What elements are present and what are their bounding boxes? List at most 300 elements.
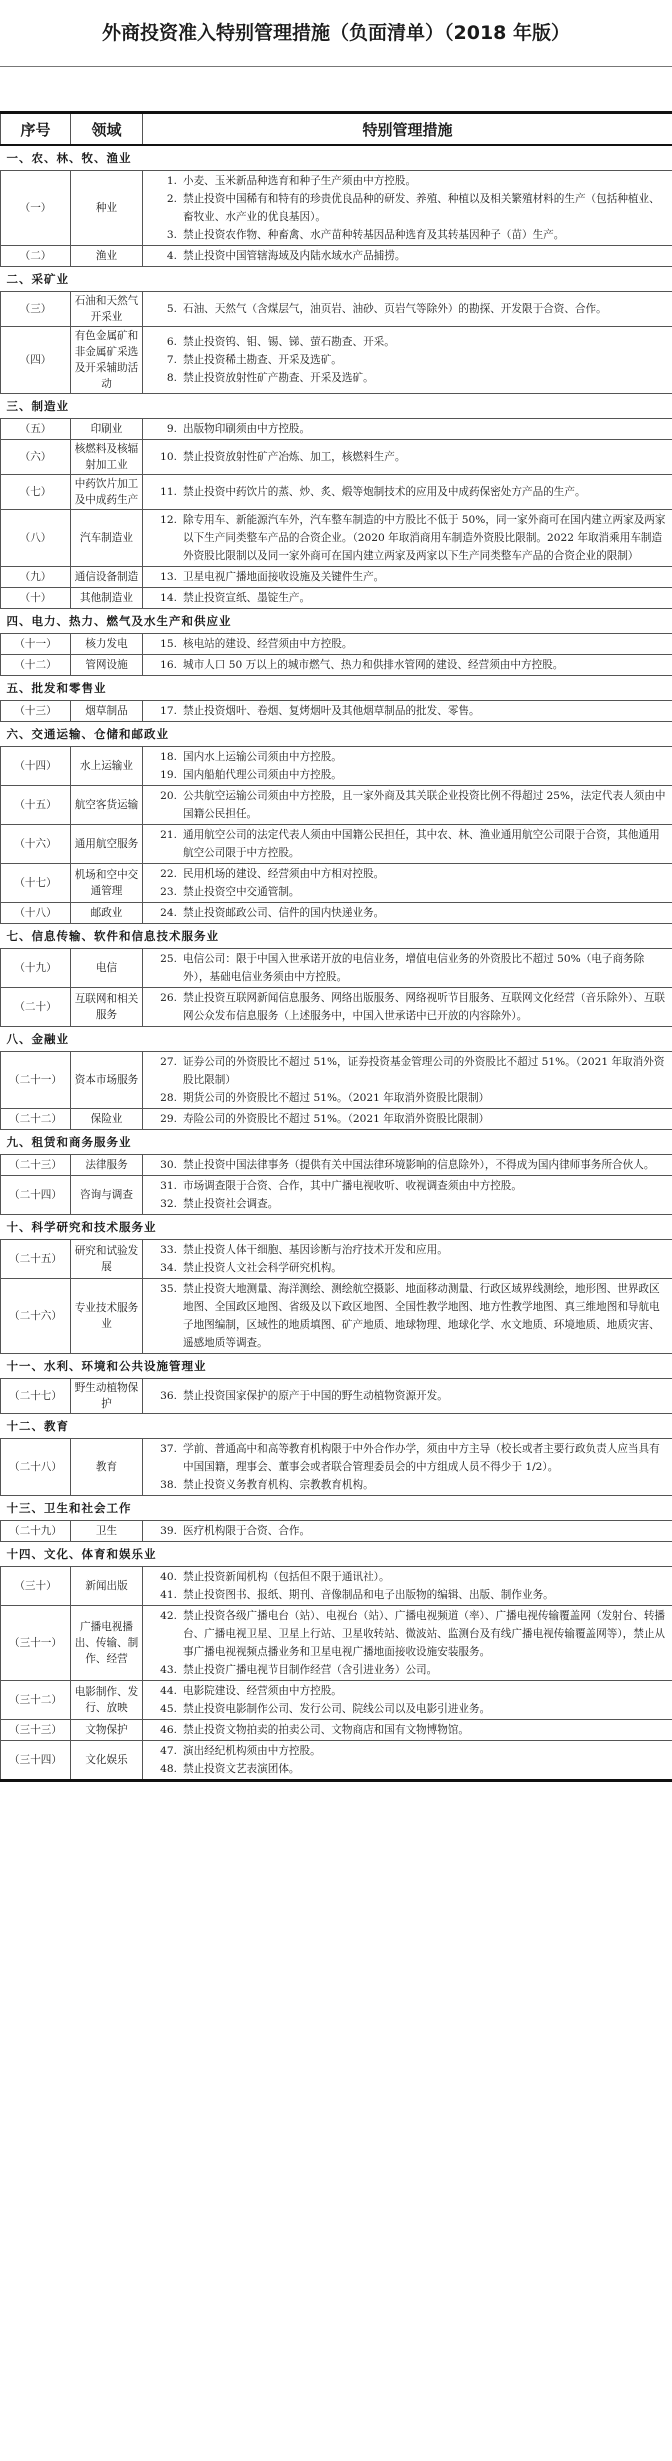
measure-item xyxy=(147,702,668,720)
row-measures xyxy=(143,1439,672,1496)
table-row xyxy=(1,1741,672,1781)
measure-item xyxy=(147,511,668,565)
row-measures xyxy=(143,1567,672,1606)
measure-number: 14. xyxy=(160,592,177,604)
section-row xyxy=(1,1130,672,1155)
table-row xyxy=(1,1379,672,1414)
section-title: 二、采矿业 xyxy=(1,267,672,292)
row-measures xyxy=(143,292,672,327)
measure-text: 除专用车、新能源汽车外，汽车整车制造的中方股比不低于 50%，同一家外商可在国内建立两家及两家以下生产同类整车产品的合资企业。（2020 年取消商用车制造外资股比限制。2022 年取消乘用车制造外资股比限制以及同一家外商可在国内建立两家及两家以下生产同类整车产品的合资企业的限制） xyxy=(183,514,666,562)
row-measures xyxy=(143,1279,672,1354)
row-measures xyxy=(143,949,672,988)
row-number: （二十五） xyxy=(1,1240,71,1279)
measure-item xyxy=(147,1195,668,1213)
measure-text: 学前、普通高中和高等教育机构限于中外合作办学，须由中方主导（校长或者主要行政负责人应当具有中国国籍，理事会、董事会或者联合管理委员会的中方组成人员不得少于 1/2）。 xyxy=(183,1443,660,1473)
measure-text: 禁止投资农作物、种畜禽、水产苗种转基因品种选育及其转基因种子（苗）生产。 xyxy=(183,229,565,241)
row-number: （五） xyxy=(1,419,71,440)
document-title: 外商投资准入特别管理措施（负面清单）（2018 年版） xyxy=(0,0,672,67)
measure-number: 9. xyxy=(166,423,177,435)
row-measures xyxy=(143,1741,672,1781)
section-row xyxy=(1,1496,672,1521)
measure-item xyxy=(147,748,668,766)
measure-text: 期货公司的外资股比不超过 51%。（2021 年取消外资股比限制） xyxy=(183,1092,490,1104)
section-row xyxy=(1,1027,672,1052)
table-row xyxy=(1,419,672,440)
row-field: 文化娱乐 xyxy=(71,1741,143,1781)
measure-text: 禁止投资电影制作公司、发行公司、院线公司以及电影引进业务。 xyxy=(183,1703,491,1715)
title-spacer xyxy=(0,67,672,111)
row-number: （七） xyxy=(1,475,71,510)
measure-item xyxy=(147,1156,668,1174)
measure-number: 12. xyxy=(160,514,177,526)
row-number: （三十三） xyxy=(1,1720,71,1741)
row-number: （十） xyxy=(1,588,71,609)
measure-number: 48. xyxy=(160,1763,177,1775)
measure-item xyxy=(147,1700,668,1718)
row-field: 研究和试验发展 xyxy=(71,1240,143,1279)
measure-number: 44. xyxy=(160,1685,177,1697)
row-measures xyxy=(143,1109,672,1130)
measure-text: 禁止投资空中交通管制。 xyxy=(183,886,300,898)
measure-item xyxy=(147,989,668,1025)
row-number: （三十） xyxy=(1,1567,71,1606)
row-field: 新闻出版 xyxy=(71,1567,143,1606)
row-measures xyxy=(143,701,672,722)
measure-text: 禁止投资社会调查。 xyxy=(183,1198,279,1210)
table-row xyxy=(1,1681,672,1720)
row-number: （十八） xyxy=(1,903,71,924)
measure-item xyxy=(147,1089,668,1107)
measure-number: 16. xyxy=(160,659,177,671)
row-measures xyxy=(143,1606,672,1681)
measure-text: 电信公司：限于中国入世承诺开放的电信业务，增值电信业务的外资股比不超过 50%（电子商务除外），基础电信业务须由中方控股。 xyxy=(183,953,645,983)
row-number: （六） xyxy=(1,440,71,475)
table-row xyxy=(1,1279,672,1354)
measure-number: 35. xyxy=(160,1283,177,1295)
table-row xyxy=(1,1109,672,1130)
row-number: （二十一） xyxy=(1,1052,71,1109)
row-number: （十二） xyxy=(1,655,71,676)
table-row xyxy=(1,1439,672,1496)
measure-text: 禁止投资大地测量、海洋测绘、测绘航空摄影、地面移动测量、行政区域界线测绘，地形图、世界政区地图、全国政区地图、省级及以下政区地图、全国性教学地图、地方性教学地图、真三维地图和导航电子地图编制，区域性的地质填图、矿产地质、地球物理、地球化学、水文地质、环境地质、地质灾害、遥感地质等调查。 xyxy=(183,1283,660,1349)
measure-text: 演出经纪机构须由中方控股。 xyxy=(183,1745,321,1757)
header-no: 序号 xyxy=(1,113,71,146)
measure-text: 禁止投资中国稀有和特有的珍贵优良品种的研发、养殖、种植以及相关繁殖材料的生产（包括种植业、畜牧业、水产业的优良基因）。 xyxy=(183,193,660,223)
measure-text: 禁止投资邮政公司、信件的国内快递业务。 xyxy=(183,907,385,919)
section-row xyxy=(1,1354,672,1379)
measure-item xyxy=(147,190,668,226)
measure-number: 10. xyxy=(160,451,177,463)
row-measures xyxy=(143,786,672,825)
row-number: （二十八） xyxy=(1,1439,71,1496)
measure-text: 禁止投资人体干细胞、基因诊断与治疗技术开发和应用。 xyxy=(183,1244,448,1256)
section-row xyxy=(1,722,672,747)
row-field: 邮政业 xyxy=(71,903,143,924)
table-row xyxy=(1,825,672,864)
section-title: 十一、水利、环境和公共设施管理业 xyxy=(1,1354,672,1379)
measure-text: 禁止投资文艺表演团体。 xyxy=(183,1763,300,1775)
measure-item xyxy=(147,1476,668,1494)
section-row xyxy=(1,676,672,701)
row-field: 广播电视播出、传输、制作、经营 xyxy=(71,1606,143,1681)
measure-item xyxy=(147,1110,668,1128)
measure-item xyxy=(147,300,668,318)
section-title: 四、电力、热力、燃气及水生产和供应业 xyxy=(1,609,672,634)
measure-text: 禁止投资放射性矿产勘查、开采及选矿。 xyxy=(183,372,374,384)
row-number: （十七） xyxy=(1,864,71,903)
row-number: （十九） xyxy=(1,949,71,988)
measure-number: 11. xyxy=(160,486,177,498)
measure-item xyxy=(147,1387,668,1405)
measure-text: 禁止投资国家保护的原产于中国的野生动植物资源开发。 xyxy=(183,1390,448,1402)
measure-text: 禁止投资烟叶、卷烟、复烤烟叶及其他烟草制品的批发、零售。 xyxy=(183,705,480,717)
measure-item xyxy=(147,483,668,501)
measure-item xyxy=(147,1607,668,1661)
row-field: 通用航空服务 xyxy=(71,825,143,864)
row-measures xyxy=(143,864,672,903)
row-number: （二十九） xyxy=(1,1521,71,1542)
measure-item xyxy=(147,172,668,190)
row-measures xyxy=(143,1681,672,1720)
measure-item xyxy=(147,826,668,862)
section-title: 五、批发和零售业 xyxy=(1,676,672,701)
measure-number: 15. xyxy=(160,638,177,650)
row-number: （二） xyxy=(1,246,71,267)
row-field: 电影制作、发行、放映 xyxy=(71,1681,143,1720)
row-field: 种业 xyxy=(71,171,143,246)
measure-item xyxy=(147,1053,668,1089)
measure-text: 通用航空公司的法定代表人须由中国籍公民担任，其中农、林、渔业通用航空公司限于合资，其他通用航空公司限于中方控股。 xyxy=(183,829,660,859)
measure-text: 出版物印刷须由中方控股。 xyxy=(183,423,311,435)
measure-number: 30. xyxy=(160,1159,177,1171)
section-title: 八、金融业 xyxy=(1,1027,672,1052)
row-measures xyxy=(143,246,672,267)
table-row xyxy=(1,1521,672,1542)
table-row xyxy=(1,1176,672,1215)
header-field: 领域 xyxy=(71,113,143,146)
measure-text: 禁止投资广播电视节目制作经营（含引进业务）公司。 xyxy=(183,1664,438,1676)
table-row xyxy=(1,475,672,510)
measure-number: 18. xyxy=(160,751,177,763)
row-field: 有色金属矿和非金属矿采选及开采辅助活动 xyxy=(71,327,143,394)
measure-number: 42. xyxy=(160,1610,177,1622)
measure-item xyxy=(147,1440,668,1476)
row-number: （二十） xyxy=(1,988,71,1027)
row-number: （二十三） xyxy=(1,1155,71,1176)
measure-text: 公共航空运输公司须由中方控股，且一家外商及其关联企业投资比例不得超过 25%，法定代表人须由中国籍公民担任。 xyxy=(183,790,666,820)
measure-item xyxy=(147,1661,668,1679)
table-row xyxy=(1,949,672,988)
measure-item xyxy=(147,1280,668,1352)
measure-number: 25. xyxy=(160,953,177,965)
measure-number: 38. xyxy=(160,1479,177,1491)
row-field: 电信 xyxy=(71,949,143,988)
measure-number: 8. xyxy=(166,372,177,384)
row-field: 核力发电 xyxy=(71,634,143,655)
measure-number: 43. xyxy=(160,1664,177,1676)
row-field: 机场和空中交通管理 xyxy=(71,864,143,903)
negative-list-table xyxy=(0,111,672,1782)
row-measures xyxy=(143,1720,672,1741)
measure-item xyxy=(147,226,668,244)
row-measures xyxy=(143,988,672,1027)
row-field: 文物保护 xyxy=(71,1720,143,1741)
section-row xyxy=(1,267,672,292)
measure-item xyxy=(147,247,668,265)
measure-number: 17. xyxy=(160,705,177,717)
row-measures xyxy=(143,634,672,655)
measure-number: 19. xyxy=(160,769,177,781)
measure-number: 1. xyxy=(166,175,177,187)
measure-number: 40. xyxy=(160,1571,177,1583)
table-row xyxy=(1,292,672,327)
row-number: （三十二） xyxy=(1,1681,71,1720)
section-row xyxy=(1,145,672,171)
table-row xyxy=(1,701,672,722)
section-row xyxy=(1,924,672,949)
measure-number: 22. xyxy=(160,868,177,880)
section-row xyxy=(1,1542,672,1567)
measure-text: 禁止投资中药饮片的蒸、炒、炙、煅等炮制技术的应用及中成药保密处方产品的生产。 xyxy=(183,486,586,498)
table-row xyxy=(1,588,672,609)
row-field: 专业技术服务业 xyxy=(71,1279,143,1354)
measure-item xyxy=(147,904,668,922)
row-measures xyxy=(143,567,672,588)
table-row xyxy=(1,1052,672,1109)
row-field: 教育 xyxy=(71,1439,143,1496)
row-number: （三十一） xyxy=(1,1606,71,1681)
measure-number: 41. xyxy=(160,1589,177,1601)
measure-text: 市场调查限于合资、合作，其中广播电视收听、收视调查须由中方控股。 xyxy=(183,1180,522,1192)
measure-text: 电影院建设、经营须由中方控股。 xyxy=(183,1685,342,1697)
section-row xyxy=(1,1414,672,1439)
measure-text: 禁止投资宣纸、墨锭生产。 xyxy=(183,592,311,604)
row-number: （一） xyxy=(1,171,71,246)
measure-number: 34. xyxy=(160,1262,177,1274)
table-row xyxy=(1,1720,672,1741)
measure-item xyxy=(147,351,668,369)
measure-item xyxy=(147,568,668,586)
measure-number: 7. xyxy=(166,354,177,366)
measure-number: 6. xyxy=(166,336,177,348)
measure-text: 禁止投资放射性矿产冶炼、加工，核燃料生产。 xyxy=(183,451,406,463)
row-field: 其他制造业 xyxy=(71,588,143,609)
row-field: 渔业 xyxy=(71,246,143,267)
measure-text: 禁止投资文物拍卖的拍卖公司、文物商店和国有文物博物馆。 xyxy=(183,1724,470,1736)
measure-text: 证券公司的外资股比不超过 51%，证券投资基金管理公司的外资股比不超过 51%。（2021 年取消外资股比限制） xyxy=(183,1056,665,1086)
measure-item xyxy=(147,1586,668,1604)
measure-text: 禁止投资各级广播电台（站）、电视台（站）、广播电视频道（率）、广播电视传输覆盖网（发射台、转播台、广播电视卫星、卫星上行站、卫星收转站、微波站、监测台及有线广播电视传输覆盖网等），禁止从事广播电视视频点播业务和卫星电视广播地面接收设施安装服务。 xyxy=(183,1610,666,1658)
row-measures xyxy=(143,171,672,246)
measure-text: 禁止投资义务教育机构、宗教教育机构。 xyxy=(183,1479,374,1491)
measure-number: 5. xyxy=(166,303,177,315)
measure-number: 36. xyxy=(160,1390,177,1402)
row-field: 管网设施 xyxy=(71,655,143,676)
table-row xyxy=(1,988,672,1027)
section-title: 十三、卫生和社会工作 xyxy=(1,1496,672,1521)
measure-text: 禁止投资中国管辖海域及内陆水域水产品捕捞。 xyxy=(183,250,406,262)
row-field: 法律服务 xyxy=(71,1155,143,1176)
row-number: （二十七） xyxy=(1,1379,71,1414)
table-row xyxy=(1,864,672,903)
measure-item xyxy=(147,420,668,438)
measure-text: 小麦、玉米新品种选育和种子生产须由中方控股。 xyxy=(183,175,417,187)
measure-number: 45. xyxy=(160,1703,177,1715)
measure-number: 2. xyxy=(166,193,177,205)
row-number: （十一） xyxy=(1,634,71,655)
row-number: （九） xyxy=(1,567,71,588)
measure-number: 29. xyxy=(160,1113,177,1125)
row-measures xyxy=(143,510,672,567)
measure-item xyxy=(147,589,668,607)
measure-text: 禁止投资中国法律事务（提供有关中国法律环境影响的信息除外），不得成为国内律师事务所合伙人。 xyxy=(183,1159,655,1171)
table-row xyxy=(1,171,672,246)
measure-item xyxy=(147,766,668,784)
table-row xyxy=(1,246,672,267)
measure-text: 寿险公司的外资股比不超过 51%。（2021 年取消外资股比限制） xyxy=(183,1113,490,1125)
table-body xyxy=(1,145,672,1781)
row-measures xyxy=(143,440,672,475)
row-measures xyxy=(143,747,672,786)
section-row xyxy=(1,394,672,419)
row-number: （二十四） xyxy=(1,1176,71,1215)
row-field: 印刷业 xyxy=(71,419,143,440)
table-row xyxy=(1,1606,672,1681)
measure-text: 卫星电视广播地面接收设施及关键件生产。 xyxy=(183,571,385,583)
measure-text: 禁止投资钨、钼、锡、锑、萤石勘查、开采。 xyxy=(183,336,395,348)
measure-number: 26. xyxy=(160,992,177,1004)
measure-item xyxy=(147,333,668,351)
row-number: （十五） xyxy=(1,786,71,825)
section-title: 三、制造业 xyxy=(1,394,672,419)
table-row xyxy=(1,440,672,475)
row-field: 汽车制造业 xyxy=(71,510,143,567)
row-measures xyxy=(143,1379,672,1414)
row-field: 水上运输业 xyxy=(71,747,143,786)
row-measures xyxy=(143,475,672,510)
measure-text: 医疗机构限于合资、合作。 xyxy=(183,1525,311,1537)
section-row xyxy=(1,609,672,634)
table-row xyxy=(1,567,672,588)
measure-item xyxy=(147,1568,668,1586)
row-number: （八） xyxy=(1,510,71,567)
measure-number: 27. xyxy=(160,1056,177,1068)
row-field: 野生动植物保护 xyxy=(71,1379,143,1414)
measure-item xyxy=(147,635,668,653)
table-row xyxy=(1,327,672,394)
row-number: （十三） xyxy=(1,701,71,722)
table-row xyxy=(1,1567,672,1606)
row-field: 通信设备制造 xyxy=(71,567,143,588)
measure-text: 城市人口 50 万以上的城市燃气、热力和供排水管网的建设、经营须由中方控股。 xyxy=(183,659,564,671)
measure-number: 46. xyxy=(160,1724,177,1736)
row-field: 烟草制品 xyxy=(71,701,143,722)
measure-item xyxy=(147,1742,668,1760)
measure-number: 23. xyxy=(160,886,177,898)
table-row xyxy=(1,655,672,676)
row-field: 咨询与调查 xyxy=(71,1176,143,1215)
measure-text: 禁止投资图书、报纸、期刊、音像制品和电子出版物的编辑、出版、制作业务。 xyxy=(183,1589,554,1601)
table-row xyxy=(1,634,672,655)
row-measures xyxy=(143,588,672,609)
row-field: 互联网和相关服务 xyxy=(71,988,143,1027)
row-measures xyxy=(143,327,672,394)
section-title: 九、租赁和商务服务业 xyxy=(1,1130,672,1155)
row-measures xyxy=(143,1176,672,1215)
measure-number: 21. xyxy=(160,829,177,841)
measure-item xyxy=(147,1177,668,1195)
measure-item xyxy=(147,1259,668,1277)
row-measures xyxy=(143,1521,672,1542)
section-title: 七、信息传输、软件和信息技术服务业 xyxy=(1,924,672,949)
measure-number: 28. xyxy=(160,1092,177,1104)
measure-number: 31. xyxy=(160,1180,177,1192)
row-number: （二十六） xyxy=(1,1279,71,1354)
section-title: 十二、教育 xyxy=(1,1414,672,1439)
measure-item xyxy=(147,787,668,823)
section-row xyxy=(1,1215,672,1240)
table-header-row xyxy=(1,113,672,146)
measure-text: 核电站的建设、经营须由中方控股。 xyxy=(183,638,353,650)
table-row xyxy=(1,903,672,924)
row-measures xyxy=(143,1052,672,1109)
measure-item xyxy=(147,656,668,674)
measure-number: 13. xyxy=(160,571,177,583)
measure-item xyxy=(147,1522,668,1540)
row-number: （三） xyxy=(1,292,71,327)
measure-text: 国内水上运输公司须由中方控股。 xyxy=(183,751,342,763)
measure-item xyxy=(147,1760,668,1778)
section-title: 六、交通运输、仓储和邮政业 xyxy=(1,722,672,747)
table-row xyxy=(1,1155,672,1176)
measure-number: 47. xyxy=(160,1745,177,1757)
row-field: 航空客货运输 xyxy=(71,786,143,825)
header-measures: 特别管理措施 xyxy=(143,113,672,146)
row-number: （十四） xyxy=(1,747,71,786)
measure-item xyxy=(147,1241,668,1259)
measure-item xyxy=(147,950,668,986)
table-row xyxy=(1,747,672,786)
measure-text: 禁止投资新闻机构（包括但不限于通讯社）。 xyxy=(183,1571,390,1583)
section-title: 十四、文化、体育和娱乐业 xyxy=(1,1542,672,1567)
row-field: 中药饮片加工及中成药生产 xyxy=(71,475,143,510)
measure-number: 33. xyxy=(160,1244,177,1256)
measure-text: 禁止投资互联网新闻信息服务、网络出版服务、网络视听节目服务、互联网文化经营（音乐除外）、互联网公众发布信息服务（上述服务中，中国入世承诺中已开放的内容除外）。 xyxy=(183,992,666,1022)
row-field: 卫生 xyxy=(71,1521,143,1542)
measure-item xyxy=(147,1721,668,1739)
measure-number: 3. xyxy=(166,229,177,241)
measure-text: 禁止投资人文社会科学研究机构。 xyxy=(183,1262,342,1274)
table-row xyxy=(1,510,672,567)
section-title: 一、农、林、牧、渔业 xyxy=(1,145,672,171)
table-row xyxy=(1,1240,672,1279)
measure-number: 37. xyxy=(160,1443,177,1455)
measure-text: 禁止投资稀土勘查、开采及选矿。 xyxy=(183,354,342,366)
section-title: 十、科学研究和技术服务业 xyxy=(1,1215,672,1240)
row-field: 资本市场服务 xyxy=(71,1052,143,1109)
row-field: 核燃料及核辐射加工业 xyxy=(71,440,143,475)
table-row xyxy=(1,786,672,825)
row-measures xyxy=(143,903,672,924)
measure-item xyxy=(147,865,668,883)
row-number: （四） xyxy=(1,327,71,394)
measure-number: 32. xyxy=(160,1198,177,1210)
measure-number: 20. xyxy=(160,790,177,802)
measure-text: 石油、天然气（含煤层气，油页岩、油砂、页岩气等除外）的勘探、开发限于合资、合作。 xyxy=(183,303,607,315)
row-number: （二十二） xyxy=(1,1109,71,1130)
row-measures xyxy=(143,1240,672,1279)
measure-text: 国内船舶代理公司须由中方控股。 xyxy=(183,769,342,781)
